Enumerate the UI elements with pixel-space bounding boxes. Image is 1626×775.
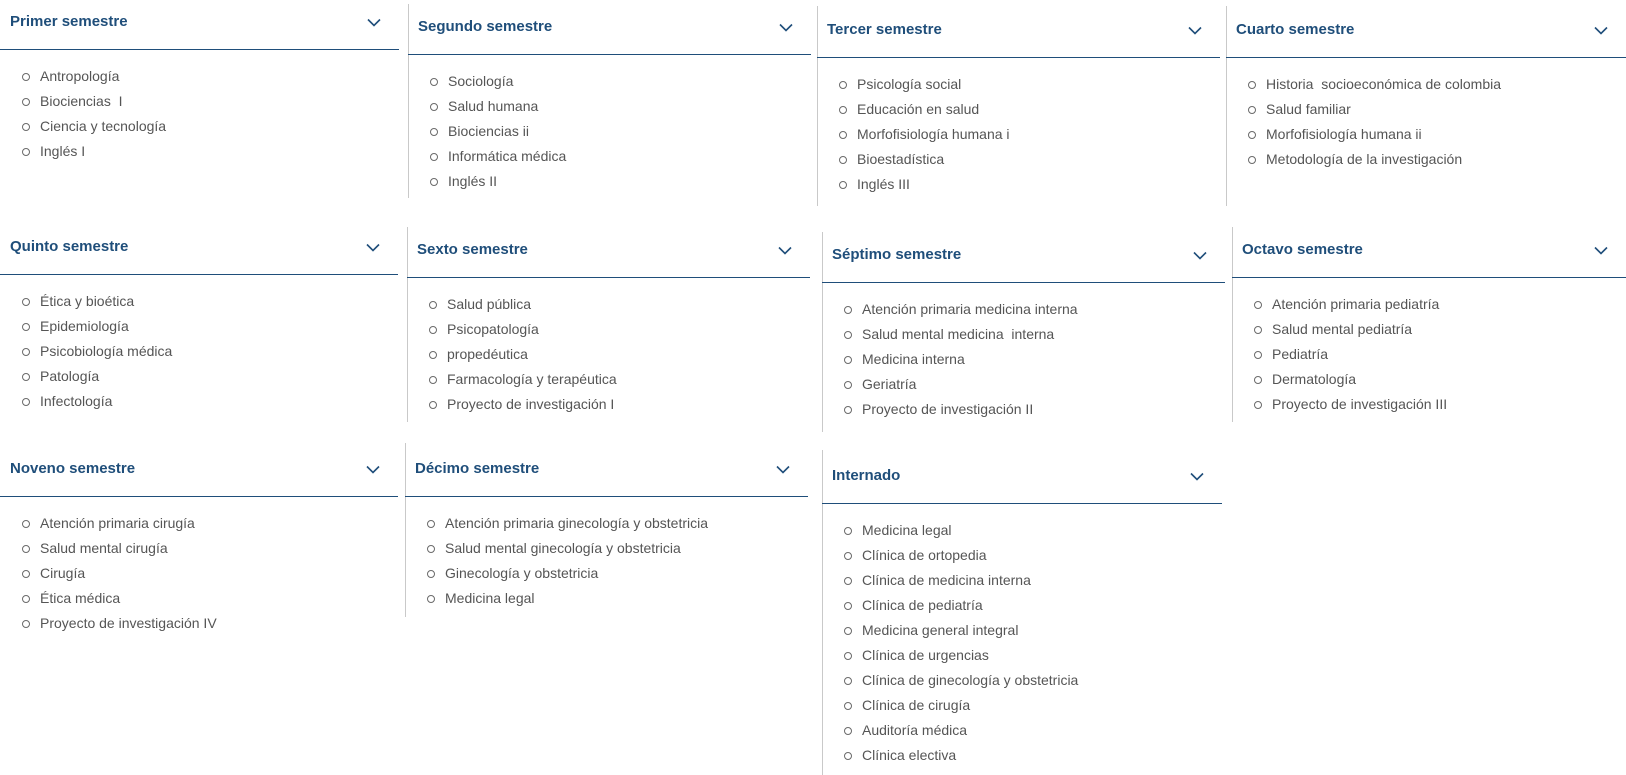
course-list	[822, 518, 1078, 768]
course-list	[817, 72, 1010, 197]
course-item: Bioestadística	[817, 147, 1010, 172]
chevron-down-icon[interactable]	[1188, 26, 1202, 35]
accordion-title: Segundo semestre	[418, 18, 553, 35]
course-item: Informática médica	[408, 144, 566, 169]
accordion-title: Primer semestre	[10, 13, 128, 30]
course-item: Salud familiar	[1226, 97, 1501, 122]
accordion-title: Noveno semestre	[10, 460, 136, 477]
course-item: Medicina general integral	[822, 618, 1078, 643]
course-item: Clínica de ginecología y obstetricia	[822, 668, 1078, 693]
chevron-down-icon[interactable]	[1594, 26, 1608, 35]
course-item: Proyecto de investigación I	[407, 392, 617, 417]
accordion-title: Séptimo semestre	[832, 246, 962, 263]
course-item: Salud mental cirugía	[0, 536, 217, 561]
course-list	[408, 69, 566, 194]
course-item: Atención primaria cirugía	[0, 511, 217, 536]
course-item: Biociencias I	[0, 89, 166, 114]
accordion-title: Sexto semestre	[417, 241, 528, 258]
course-item: Psicopatología	[407, 317, 617, 342]
accordion-title: Quinto semestre	[10, 238, 129, 255]
chevron-down-icon[interactable]	[776, 465, 790, 474]
accordion-header-noveno-semestre[interactable]	[0, 443, 398, 497]
course-item: Biociencias ii	[408, 119, 566, 144]
course-list	[0, 64, 166, 164]
course-item: Patología	[0, 364, 172, 389]
accordion-header-primer-semestre[interactable]	[0, 0, 399, 50]
course-item: Salud pública	[407, 292, 617, 317]
course-item: Medicina interna	[822, 347, 1078, 372]
course-item: Ética médica	[0, 586, 217, 611]
course-item: Antropología	[0, 64, 166, 89]
course-list	[0, 289, 172, 414]
chevron-down-icon[interactable]	[366, 243, 380, 252]
course-item: propedéutica	[407, 342, 617, 367]
chevron-down-icon[interactable]	[778, 246, 792, 255]
course-item: Geriatría	[822, 372, 1078, 397]
chevron-down-icon[interactable]	[366, 465, 380, 474]
course-list	[407, 292, 617, 417]
course-list	[1232, 292, 1447, 417]
course-item: Inglés III	[817, 172, 1010, 197]
chevron-down-icon[interactable]	[1594, 246, 1608, 255]
course-item: Proyecto de investigación IV	[0, 611, 217, 636]
accordion-header-cuarto-semestre[interactable]	[1226, 6, 1626, 58]
course-item: Psicobiología médica	[0, 339, 172, 364]
accordion-header-segundo-semestre[interactable]	[408, 4, 811, 55]
course-item: Ciencia y tecnología	[0, 114, 166, 139]
accordion-header-tercer-semestre[interactable]	[817, 6, 1220, 58]
course-item: Morfofisiología humana ii	[1226, 122, 1501, 147]
course-item: Clínica de ortopedia	[822, 543, 1078, 568]
course-item: Medicina legal	[405, 586, 708, 611]
course-item: Inglés I	[0, 139, 166, 164]
accordion-title: Décimo semestre	[415, 460, 540, 477]
course-item: Infectología	[0, 389, 172, 414]
course-list	[405, 511, 708, 611]
course-item: Proyecto de investigación II	[822, 397, 1078, 422]
course-item: Atención primaria ginecología y obstetricia	[405, 511, 708, 536]
course-item: Clínica electiva	[822, 743, 1078, 768]
course-item: Epidemiología	[0, 314, 172, 339]
course-item: Ginecología y obstetricia	[405, 561, 708, 586]
course-item: Clínica de cirugía	[822, 693, 1078, 718]
course-item: Historia socioeconómica de colombia	[1226, 72, 1501, 97]
accordion-header-quinto-semestre[interactable]	[0, 224, 398, 275]
course-item: Salud mental ginecología y obstetricia	[405, 536, 708, 561]
course-list	[0, 511, 217, 636]
course-item: Auditoría médica	[822, 718, 1078, 743]
course-item: Medicina legal	[822, 518, 1078, 543]
course-item: Dermatología	[1232, 367, 1447, 392]
accordion-title: Octavo semestre	[1242, 241, 1363, 258]
chevron-down-icon[interactable]	[1193, 251, 1207, 260]
course-item: Inglés II	[408, 169, 566, 194]
course-item: Pediatría	[1232, 342, 1447, 367]
accordion-header-decimo-semestre[interactable]	[405, 443, 808, 497]
course-item: Farmacología y terapéutica	[407, 367, 617, 392]
course-item: Salud mental pediatría	[1232, 317, 1447, 342]
course-item: Psicología social	[817, 72, 1010, 97]
course-item: Ética y bioética	[0, 289, 172, 314]
accordion-header-internado[interactable]	[822, 450, 1222, 504]
course-item: Atención primaria pediatría	[1232, 292, 1447, 317]
accordion-title: Tercer semestre	[827, 21, 942, 38]
chevron-down-icon[interactable]	[367, 18, 381, 27]
course-item: Cirugía	[0, 561, 217, 586]
accordion-header-sexto-semestre[interactable]	[407, 227, 810, 278]
course-item: Clínica de pediatría	[822, 593, 1078, 618]
chevron-down-icon[interactable]	[779, 23, 793, 32]
course-item: Proyecto de investigación III	[1232, 392, 1447, 417]
course-item: Clínica de medicina interna	[822, 568, 1078, 593]
course-list	[1226, 72, 1501, 172]
course-item: Metodología de la investigación	[1226, 147, 1501, 172]
chevron-down-icon[interactable]	[1190, 472, 1204, 481]
course-item: Clínica de urgencias	[822, 643, 1078, 668]
course-item: Sociología	[408, 69, 566, 94]
course-list	[822, 297, 1078, 422]
course-item: Salud mental medicina interna	[822, 322, 1078, 347]
accordion-header-septimo-semestre[interactable]	[822, 232, 1225, 283]
course-item: Educación en salud	[817, 97, 1010, 122]
course-item: Morfofisiología humana i	[817, 122, 1010, 147]
accordion-header-octavo-semestre[interactable]	[1232, 227, 1626, 278]
course-item: Salud humana	[408, 94, 566, 119]
accordion-title: Cuarto semestre	[1236, 21, 1355, 38]
course-item: Atención primaria medicina interna	[822, 297, 1078, 322]
accordion-title: Internado	[832, 467, 901, 484]
